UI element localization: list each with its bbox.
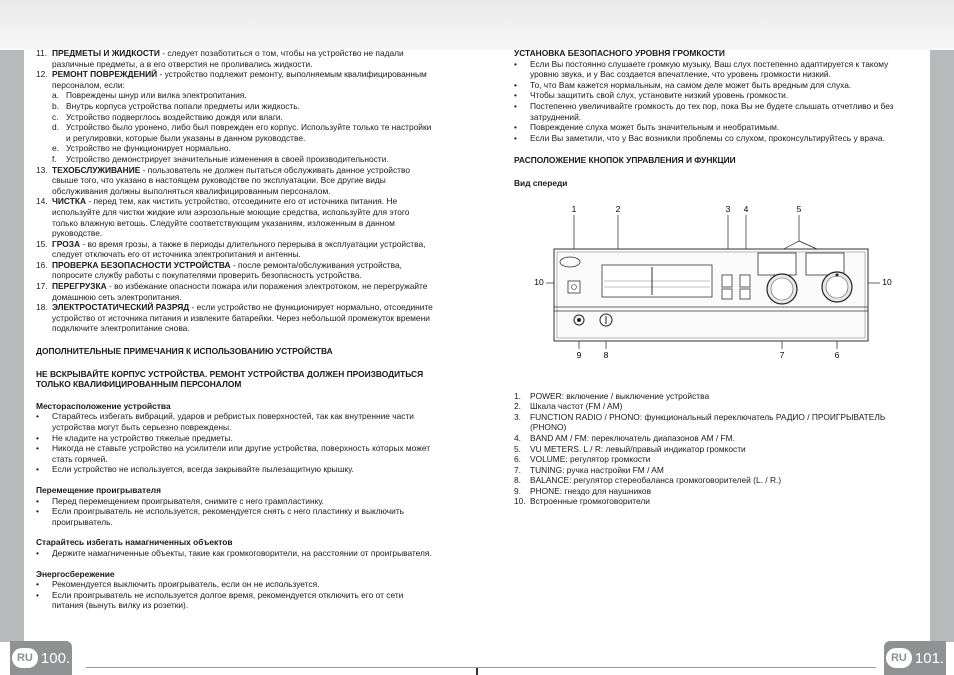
- callout-6: 6: [834, 349, 840, 360]
- figure-caption: Вид спереди: [514, 177, 568, 188]
- bullet-item: • Если Вы постоянно слушаете громкую музыку, Ваш слух постепенно адаптируется к такому уровню звука, и у Вас создается впечатление, что уровень громкости низкий.: [514, 58, 889, 80]
- function-switch: [722, 275, 732, 287]
- warning-heading: НЕ ВСКРЫВАЙТЕ КОРПУС УСТРОЙСТВА. РЕМОНТ УСТРОЙСТВА ДОЛЖЕН ПРОИЗВОДИТЬСЯ ТОЛЬКО КВАЛИФИЦИРОВАННЫМ ПЕРСОНАЛОМ: [36, 368, 424, 390]
- callout-1: 1: [571, 203, 577, 214]
- bullet-item: • Если устройство не используется, всегда закрывайте пылезащитную крышку.: [36, 464, 354, 475]
- subsection-heading: Старайтесь избегать намагниченных объектов: [36, 537, 233, 548]
- callout-2: 2: [615, 203, 621, 214]
- bullet-item: • Никогда не ставьте устройство на усилители или другие устройства, поверхность которых может стать горячей.: [36, 443, 431, 464]
- subsection-heading: Месторасположение устройства: [36, 400, 171, 411]
- list-item: 16. ПРОВЕРКА БЕЗОПАСНОСТИ УСТРОЙСТВА - после ремонта/обслуживания устройства, попросите службу работы с покупателями проверить безопасность устройства.: [36, 259, 402, 281]
- bullet-item: • Держите намагниченные объекты, такие как громкоговорители, на расстоянии от проигрывателя.: [36, 547, 432, 558]
- sub-list-item: a. Повреждены шнур или вилка электропитания.: [52, 90, 247, 101]
- list-item: 1. POWER: включение / выключение устройства: [514, 390, 710, 401]
- section-heading: РАСПОЛОЖЕНИЕ КНОПОК УПРАВЛЕНИЯ И ФУНКЦИИ: [514, 155, 736, 166]
- list-item: 7. TUNING: ручка настройки FM / AM: [514, 464, 664, 475]
- list-item: 12. РЕМОНТ ПОВРЕЖДЕНИЙ - устройство подлежит ремонту, выполняемым квалифицированным персоналом, если:: [36, 69, 427, 90]
- bullet-item: • Постепенно увеличивайте громкость до тех пор, пока Вы не будете слышать отчетливо и без затруднений.: [514, 100, 894, 122]
- callout-7: 7: [779, 349, 785, 360]
- power-button: [568, 281, 580, 293]
- list-item: 14. ЧИСТКА - перед тем, как чистить устройство, отсоедините его от источника питания. Не используйте для чистки жидкие или аэрозольные моющие средства, используйте для этого только влажную ветошь. Следуйте соответствующим указаниям, изложенным в данном руководстве.: [36, 196, 410, 239]
- section-heading: УСТАНОВКА БЕЗОПАСНОГО УРОВНЯ ГРОМКОСТИ: [514, 48, 725, 58]
- right-column: [514, 48, 914, 507]
- list-item: 13. ТЕХОБСЛУЖИВАНИЕ - пользователь не должен пытаться обслуживать данное устройство свыше того, что указано в настоящем руководстве по эксплуатации. Все другие виды обслуживания должны выполняться квалифицированным персоналом.: [36, 164, 410, 196]
- left-page-number: 100.: [40, 649, 71, 667]
- left-page-tab: [10, 641, 72, 675]
- list-item: 15. ГРОЗА - во время грозы, а также в периоды длительного перерыва в эксплуатации устройства, следует отключать его от источника электропитания и антенны.: [36, 238, 426, 260]
- header-band: [0, 0, 954, 50]
- list-item: 11. ПРЕДМЕТЫ И ЖИДКОСТИ - следует позаботиться о том, чтобы на устройство не падали различные предметы, а в его отверстия не проливались жидкости.: [36, 48, 404, 69]
- bullet-item: • Не кладите на устройство тяжелые предметы.: [36, 432, 233, 443]
- language-badge: RU: [12, 648, 38, 668]
- bullet-item: • Если Вы заметили, что у Вас возникли проблемы со слухом, проконсультируйтесь у врача.: [514, 132, 885, 143]
- list-item: 18. ЭЛЕКТРОСТАТИЧЕСКИЙ РАЗРЯД - если устройство не функционирует нормально, отсоедините устройство от источника питания и извлеките батарейки. Через небольшой промежуток времени подключите электропитание снова.: [36, 302, 433, 334]
- right-page-number: 101.: [914, 649, 945, 667]
- callout-8: 8: [603, 349, 609, 360]
- bullet-item: • Если проигрыватель не используется, рекомендуется снять с него пластинку и выключить проигрыватель.: [36, 506, 405, 527]
- list-item: 2. Шкала частот (FM / AM): [514, 401, 623, 412]
- list-item: 3. FUNCTION RADIO / PHONO: функциональный переключатель РАДИО / ПРОИГРЫВАТЕЛЬ (PHONO): [514, 411, 886, 433]
- page-spine: [476, 668, 478, 675]
- right-page-tab: [884, 641, 946, 675]
- bullet-item: • То, что Вам кажется нормальным, на самом деле может быть вредным для слуха.: [514, 79, 852, 90]
- bullet-item: • Старайтесь избегать вибраций, ударов и ребристых поверхностей, так как внутренние части устройства могут быть серьезно повреждены.: [36, 411, 414, 432]
- bullet-item: • Чтобы защитить свой слух, установите низкий уровень громкости.: [514, 90, 789, 101]
- callout-5: 5: [796, 203, 802, 214]
- list-item: 5. VU METERS. L / R: левый/правый индикатор громкости: [514, 443, 746, 454]
- left-column: [36, 48, 436, 611]
- subsection-heading: Энергосбережение: [36, 568, 115, 579]
- list-item: 4. BAND AM / FM: переключатель диапазонов AM / FM.: [514, 432, 735, 443]
- sub-list-item: f. Устройство демонстрирует значительные изменения в своей производительности.: [52, 153, 389, 164]
- bullet-item: • Перед перемещением проигрывателя, снимите с него грампластинку.: [36, 495, 325, 506]
- bullet-item: • Рекомендуется выключить проигрыватель, если он не используется.: [36, 579, 320, 590]
- callout-3: 3: [725, 203, 731, 214]
- sub-list-item: d. Устройство было уронено, либо был поврежден его корпус. Используйте только те настройки и регулировки, которые были указаны в данном руководстве.: [52, 122, 432, 143]
- callout-9: 9: [576, 349, 582, 360]
- section-heading: ДОПОЛНИТЕЛЬНЫЕ ПРИМЕЧАНИЯ К ИСПОЛЬЗОВАНИЮ УСТРОЙСТВА: [36, 346, 333, 357]
- front-panel-diagram: [514, 203, 914, 373]
- bullet-item: • Повреждение слуха может быть значительным и необратимым.: [514, 122, 780, 133]
- list-item: 6. VOLUME: регулятор громкости: [514, 454, 651, 465]
- list-item: 9. PHONE: гнездо для наушников: [514, 485, 652, 496]
- sub-list-item: b. Внутрь корпуса устройства попали предметы или жидкость.: [52, 100, 300, 111]
- language-badge: RU: [886, 648, 912, 668]
- left-margin-band: [0, 50, 24, 642]
- callout-10-left: 10: [534, 276, 544, 287]
- list-item: 17. ПЕРЕГРУЗКА - во избежание опасности пожара или поражения электротоком, не перегружайте домашнюю сеть электропитания.: [36, 281, 428, 302]
- right-margin-band: [930, 50, 954, 642]
- controls-legend: [514, 391, 914, 508]
- list-item: 10. Встроенные громкоговорители: [514, 496, 650, 507]
- subsection-heading: Перемещение проигрывателя: [36, 484, 161, 495]
- callout-4: 4: [743, 203, 749, 214]
- vu-meter-left: [758, 253, 796, 275]
- footer-rule: [86, 667, 876, 668]
- sub-list-item: e. Устройство не функционирует нормально.: [52, 143, 231, 154]
- callout-10-right: 10: [882, 276, 892, 287]
- bullet-item: • Если проигрыватель не используется долгое время, рекомендуется отключить его от сети питания (вынуть вилку из розетки).: [36, 589, 404, 611]
- sub-list-item: c. Устройство подверглось воздействию дождя или влаги.: [52, 111, 283, 122]
- list-item: 8. BALANCE: регулятор стереобаланса громкоговорителей (L. / R.): [514, 475, 782, 486]
- band-switch: [740, 275, 750, 287]
- front-panel-figure: [514, 203, 914, 373]
